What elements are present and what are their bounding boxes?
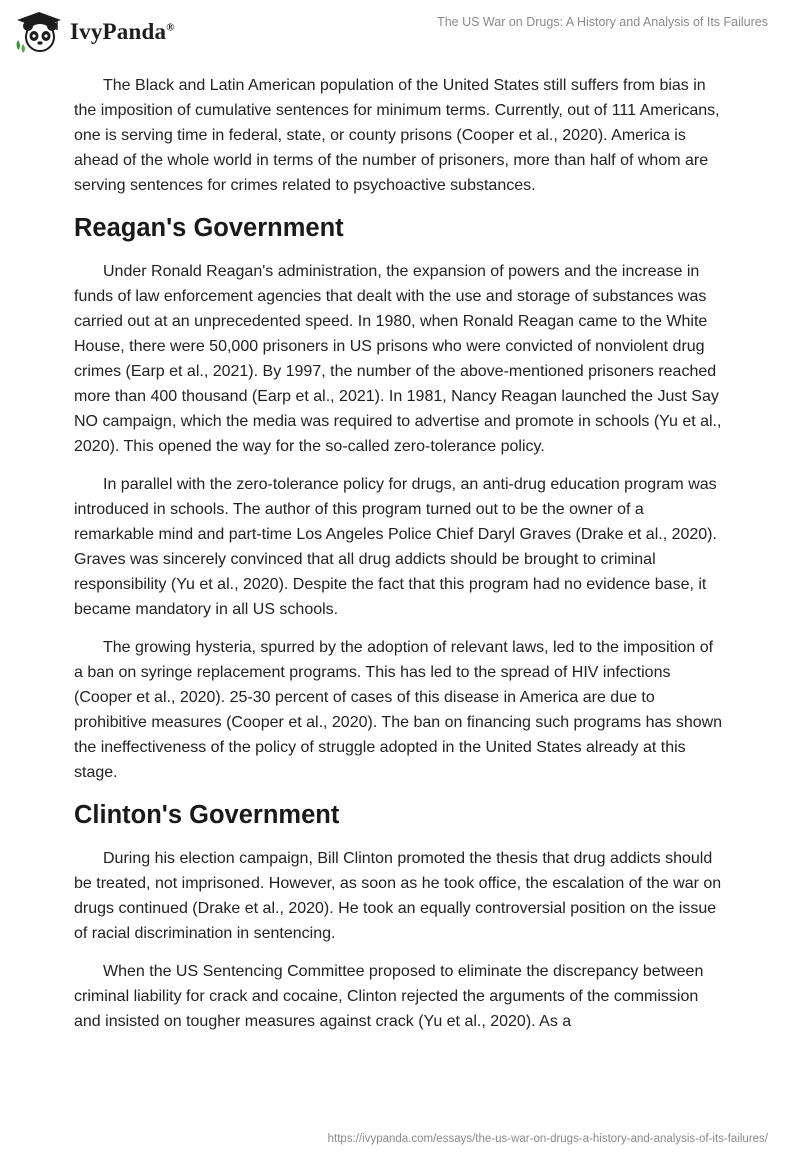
registered-mark: ® — [166, 21, 175, 34]
brand-logo[interactable] — [14, 10, 175, 54]
section-heading-clinton: Clinton's Government — [74, 801, 340, 829]
page-header — [0, 0, 800, 70]
reagan-paragraph-2: In parallel with the zero-tolerance policy for drugs, an anti-drug education program was introduced in schools. The author of this program turned out to be the owner of a remarkable mind and part-time Los Angeles Police Chief Daryl Graves (Drake et al., 2020). Graves was sincerely convinced that all drug addicts should be brought to criminal responsibility (Yu et al., 2020). Despite the fact that this program had no evidence base, it became mandatory in all US schools. — [74, 476, 717, 618]
intro-paragraph: The Black and Latin American population of the United States still suffers from bias in the imposition of cumulative sentences for minimum terms. Currently, out of 111 Americans, one is serving time in federal, state, or county prisons (Cooper et al., 2020). America is ahead of the whole world in terms of the number of prisoners, more than half of whom are serving sentences for crimes related to psychoactive substances. — [74, 77, 720, 194]
section-heading-reagan: Reagan's Government — [74, 214, 344, 242]
reagan-paragraph-1: Under Ronald Reagan's administration, the expansion of powers and the increase in funds of law enforcement agencies that dealt with the use and storage of substances was carried out at an unprecedented speed. In 1980, when Ronald Reagan came to the White House, there were 50,000 prisoners in US prisons who were convicted of nonviolent drug crimes (Earp et al., 2021). By 1997, the number of the above-mentioned prisoners reached more than 400 thousand (Earp et al., 2021). In 1981, Nancy Reagan launched the Just Say NO campaign, which the media was required to advertise and promote in schools (Yu et al., 2020). This opened the way for the so-called zero-tolerance policy. — [74, 263, 722, 455]
clinton-paragraph-2: When the US Sentencing Committee proposed to eliminate the discrepancy between criminal liability for crack and cocaine, Clinton rejected the arguments of the commission and insisted on tougher measures against crack (Yu et al., 2020). As a — [74, 963, 704, 1030]
document-title: The US War on Drugs: A History and Analysis of Its Failures — [437, 15, 768, 29]
clinton-paragraph-1: During his election campaign, Bill Clinton promoted the thesis that drug addicts should be treated, not imprisoned. However, as soon as he took office, the escalation of the war on drugs continued (Drake et al., 2020). He took an equally controversial position on the issue of racial discrimination in sentencing. — [74, 850, 722, 942]
source-url[interactable]: https://ivypanda.com/essays/the-us-war-on-drugs-a-history-and-analysis-of-its-failures/ — [327, 1133, 768, 1145]
essay-body — [74, 70, 726, 1047]
panda-graduate-icon — [14, 10, 64, 54]
reagan-paragraph-3: The growing hysteria, spurred by the adoption of relevant laws, led to the imposition of a ban on syringe replacement programs. This has led to the spread of HIV infections (Cooper et al., 2020). 25-30 percent of cases of this disease in America are due to prohibitive measures (Cooper et al., 2020). The ban on financing such programs has shown the ineffectiveness of the policy of struggle adopted in the United States already at this stage. — [74, 639, 723, 781]
brand-name: IvyPanda® — [70, 19, 175, 44]
